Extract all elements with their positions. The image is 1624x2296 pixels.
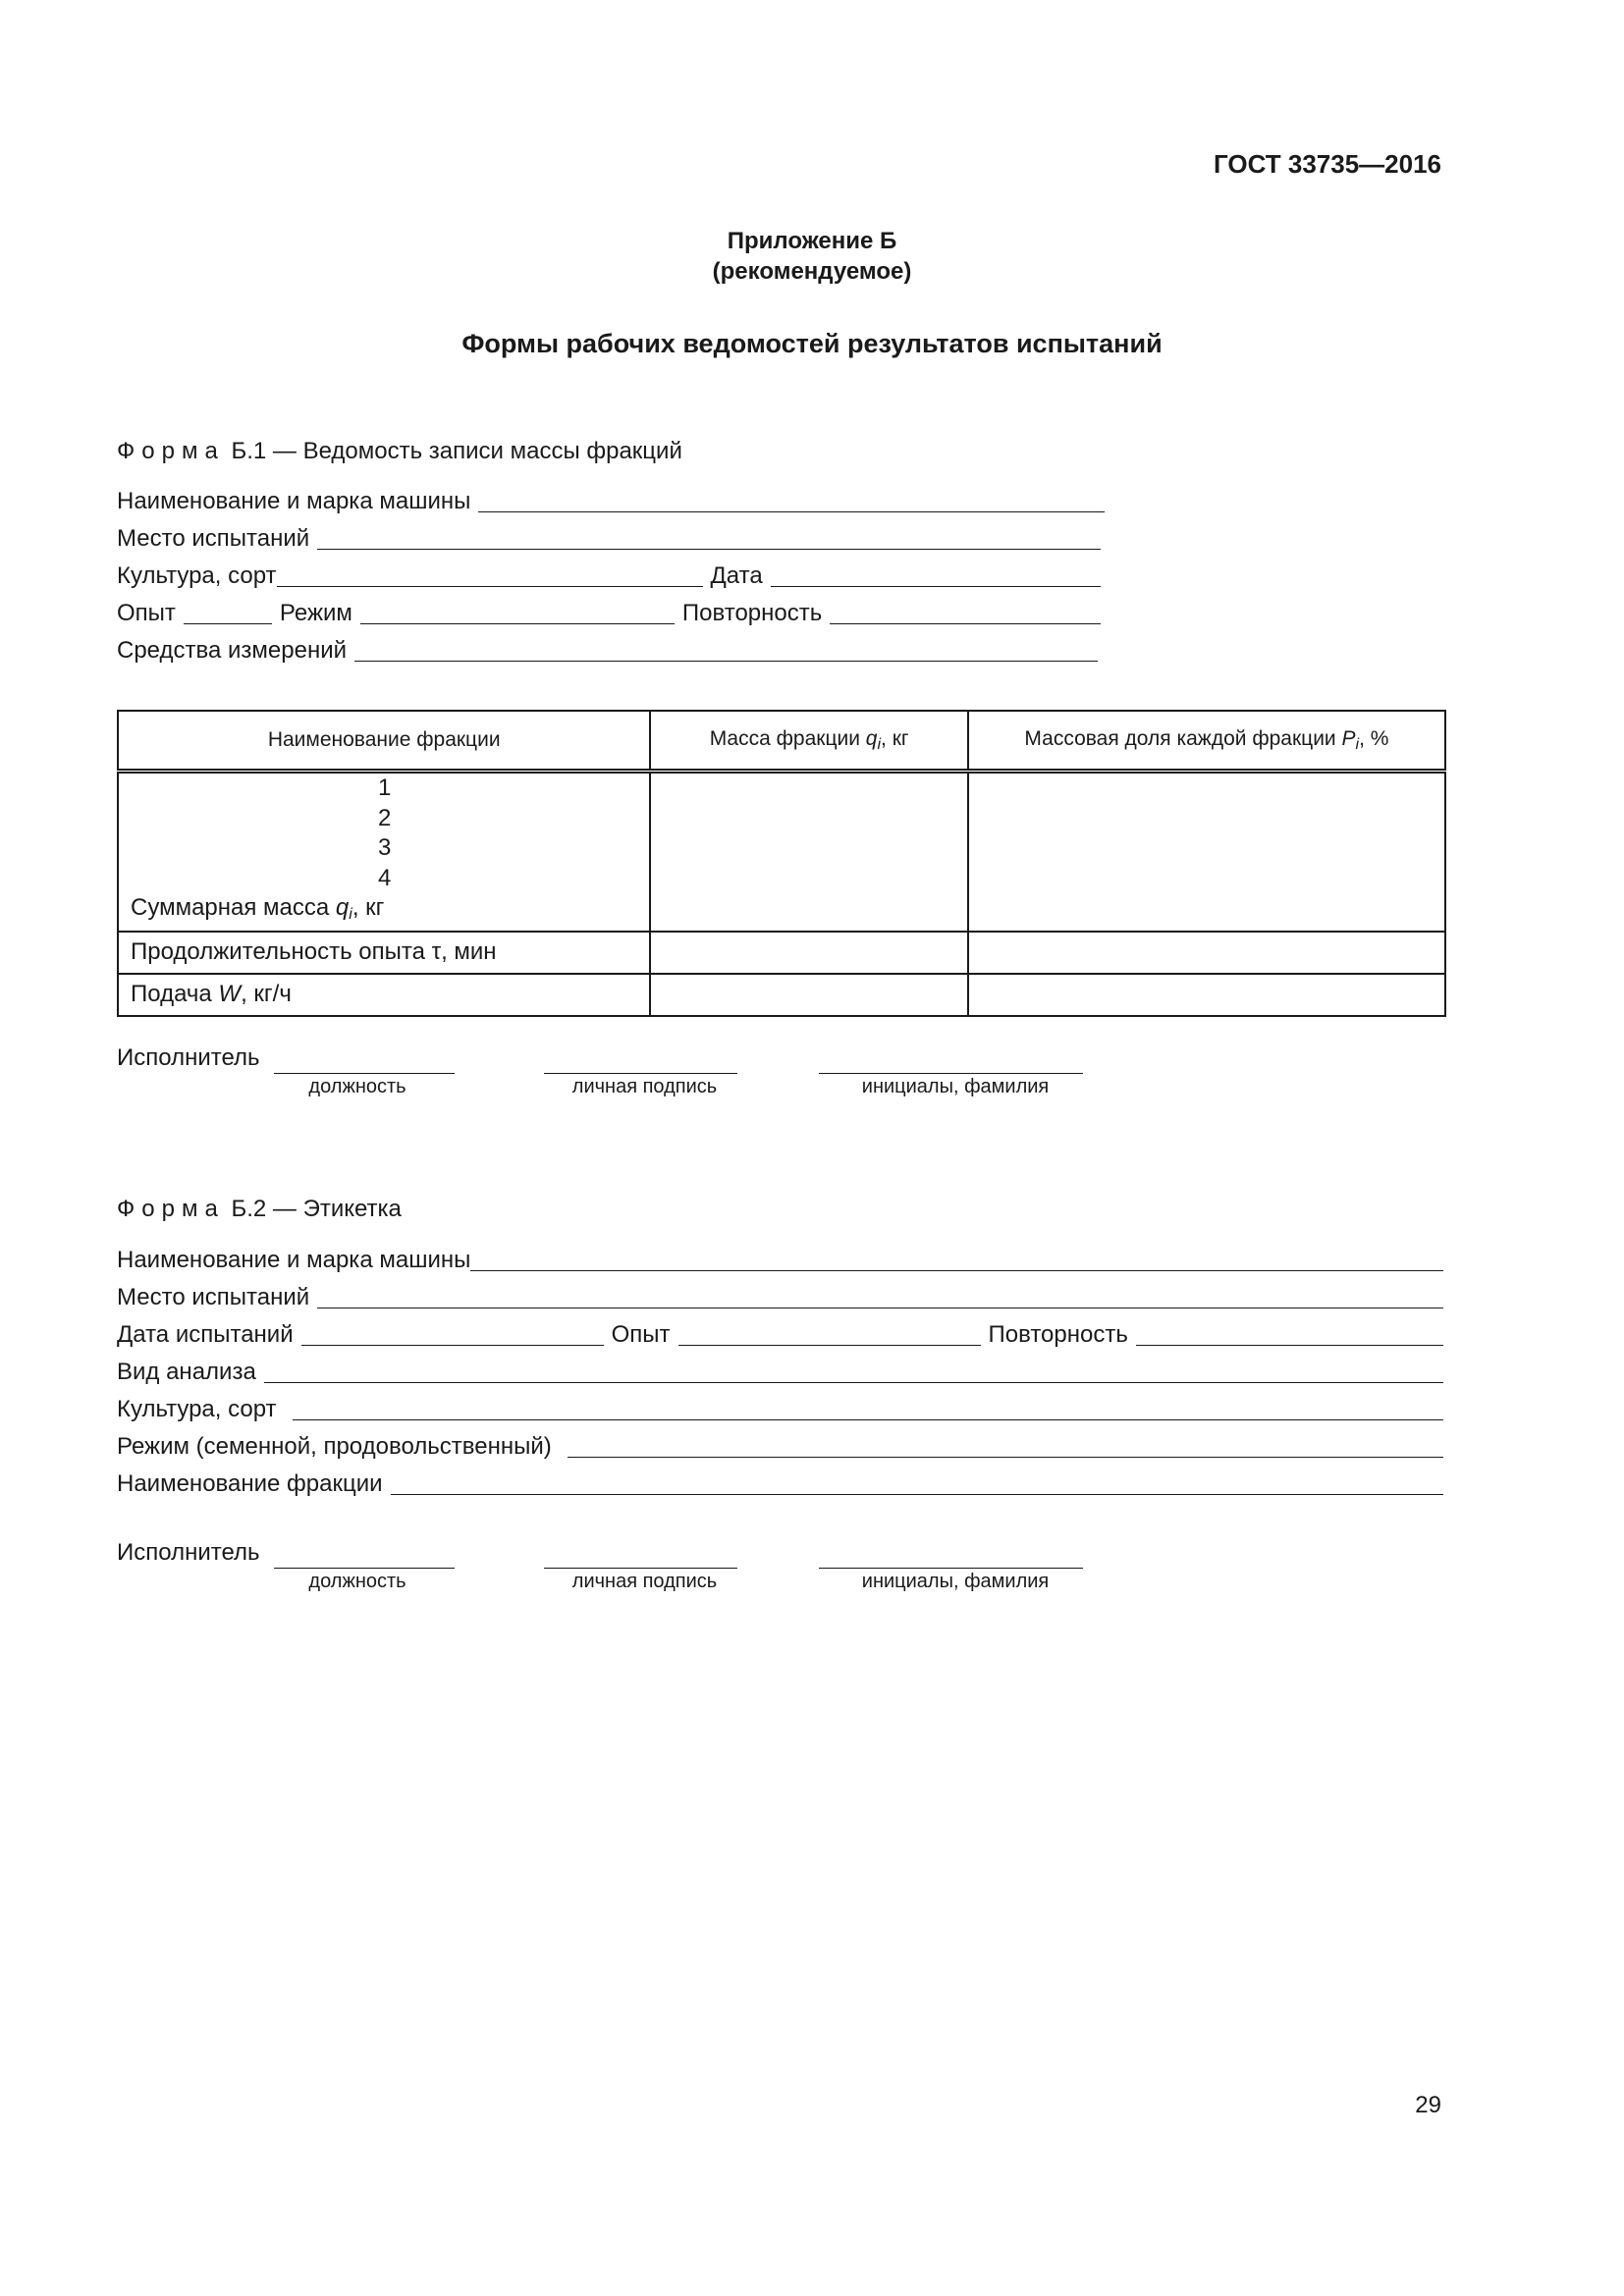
- table-row: [118, 974, 1445, 1016]
- form2-culture-label: Культура, сорт: [117, 1396, 277, 1422]
- form1-position-caption: должность: [308, 1076, 406, 1097]
- form2-fraction-label: Наименование фракции: [117, 1470, 383, 1497]
- form1-experiment-label: Опыт: [117, 600, 176, 626]
- form1-repeat-blank[interactable]: [830, 596, 1101, 624]
- form2-repeat-blank[interactable]: [1136, 1317, 1443, 1346]
- form1-culture-blank[interactable]: [277, 559, 703, 587]
- form2-date-row: [117, 1315, 1443, 1349]
- form2-mode-row: [117, 1427, 1443, 1461]
- form1-label: Б.1 — Ведомость записи массы фракций: [231, 438, 682, 464]
- form1-name-caption: инициалы, фамилия: [861, 1076, 1050, 1097]
- form2-machine-row: [117, 1241, 1443, 1274]
- form2-position-blank[interactable]: [274, 1568, 455, 1569]
- table-header-row: [118, 711, 1445, 772]
- form2-label: Б.2 — Этикетка: [231, 1196, 402, 1222]
- total-mass-label: Суммарная масса $q_i$, кг: [131, 894, 385, 923]
- form2-fraction-blank[interactable]: [391, 1467, 1443, 1495]
- duration-label: Продолжительность опыта τ, мин: [118, 932, 650, 974]
- form1-instruments-blank[interactable]: [354, 633, 1098, 662]
- form2-repeat-label: Повторность: [988, 1321, 1128, 1348]
- form1-culture-row: [117, 557, 1101, 590]
- form1-culture-label: Культура, сорт: [117, 562, 277, 589]
- form2-analysis-label: Вид анализа: [117, 1359, 256, 1385]
- fraction-share-cell[interactable]: [968, 772, 1445, 932]
- form2-experiment-label: Опыт: [611, 1321, 671, 1348]
- duration-share-cell[interactable]: [968, 932, 1445, 974]
- form2-machine-blank[interactable]: [470, 1243, 1443, 1271]
- form1-executor-label: Исполнитель: [117, 1044, 260, 1071]
- duration-mass-cell[interactable]: [650, 932, 967, 974]
- form2-executor-label: Исполнитель: [117, 1539, 260, 1566]
- table-row: [118, 932, 1445, 974]
- feed-label: Подача W, кг/ч: [118, 974, 650, 1016]
- form1-date-label: Дата: [710, 562, 763, 589]
- form1-experiment-blank[interactable]: [184, 596, 272, 624]
- form2-analysis-blank[interactable]: [264, 1355, 1443, 1383]
- form1-name-blank[interactable]: [819, 1073, 1083, 1074]
- form1-experiment-row: [117, 594, 1101, 627]
- form2-date-label: Дата испытаний: [117, 1321, 294, 1348]
- form2-date-blank[interactable]: [301, 1317, 604, 1346]
- table-row: [118, 772, 1445, 932]
- standard-number: ГОСТ 33735—2016: [1214, 149, 1441, 179]
- fraction-mass-cell[interactable]: [650, 772, 967, 932]
- form1-instruments-label: Средства измерений: [117, 637, 348, 664]
- annex-status: (рекомендуемое): [712, 258, 912, 285]
- form1-word: Форма: [117, 438, 225, 464]
- form2-mode-blank[interactable]: [568, 1429, 1443, 1458]
- feed-mass-cell[interactable]: [650, 974, 967, 1016]
- form2-culture-blank[interactable]: [293, 1392, 1443, 1420]
- form2-place-blank[interactable]: [317, 1280, 1443, 1308]
- form1-position-blank[interactable]: [274, 1073, 455, 1074]
- form2-word: Форма: [117, 1196, 225, 1222]
- form1-mode-label: Режим: [279, 600, 352, 626]
- form2-analysis-row: [117, 1353, 1443, 1386]
- form1-repeat-label: Повторность: [681, 600, 823, 626]
- form2-name-blank[interactable]: [819, 1568, 1083, 1569]
- form2-mode-label: Режим (семенной, продовольственный): [117, 1433, 552, 1460]
- form1-machine-label: Наименование и марка машины: [117, 488, 471, 514]
- fraction-list-cell: [118, 772, 650, 932]
- form2-title: [117, 1196, 402, 1223]
- form1-instruments-row: [117, 631, 1098, 665]
- form1-title: [117, 438, 682, 465]
- col-fraction-mass: Масса фракции $q_i$, кг: [650, 711, 967, 772]
- col-fraction-name: Наименование фракции: [118, 711, 650, 772]
- form2-place-label: Место испытаний: [117, 1284, 310, 1310]
- form2-culture-row: [117, 1390, 1443, 1423]
- form2-signature-caption: личная подпись: [571, 1571, 718, 1592]
- fraction-2: 2: [378, 804, 392, 831]
- form1-mode-blank[interactable]: [360, 596, 675, 624]
- form1-machine-blank[interactable]: [478, 484, 1105, 512]
- form2-place-row: [117, 1278, 1443, 1311]
- form1-place-label: Место испытаний: [117, 525, 310, 552]
- form2-name-caption: инициалы, фамилия: [861, 1571, 1050, 1592]
- form1-date-blank[interactable]: [771, 559, 1101, 587]
- form1-place-row: [117, 519, 1101, 553]
- form2-position-caption: должность: [308, 1571, 406, 1592]
- feed-share-cell[interactable]: [968, 974, 1445, 1016]
- form2-fraction-row: [117, 1465, 1443, 1498]
- annex-heading: Формы рабочих ведомостей результатов испытаний: [461, 329, 1163, 358]
- form2-signature-blank[interactable]: [544, 1568, 737, 1569]
- page-number: 29: [1415, 2092, 1441, 2118]
- form2-machine-label: Наименование и марка машины: [117, 1247, 471, 1273]
- fraction-4: 4: [378, 864, 392, 891]
- annex-title: Приложение Б: [727, 228, 897, 254]
- fraction-1: 1: [378, 774, 392, 801]
- fractions-table: [117, 710, 1446, 1017]
- form1-signature-caption: личная подпись: [571, 1076, 718, 1097]
- form1-place-blank[interactable]: [317, 521, 1101, 550]
- form2-experiment-blank[interactable]: [678, 1317, 981, 1346]
- form1-signature-blank[interactable]: [544, 1073, 737, 1074]
- fraction-3: 3: [378, 834, 392, 861]
- col-fraction-share: Массовая доля каждой фракции $P_i$, %: [968, 711, 1445, 772]
- form1-machine-row: [117, 482, 1105, 515]
